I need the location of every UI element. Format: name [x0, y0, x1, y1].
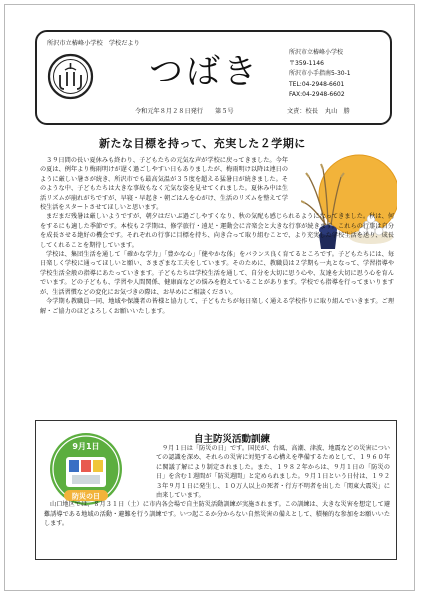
article-paragraph: 今学期も教職員一同、地域や保護者の皆様と協力して、子どもたちが毎日楽しく通える学校作りに取り組んでいきます。ご理解・ご協力のほどよろしくお願いいたします。: [40, 298, 394, 315]
issue-date: 令和元年８月２８日発行: [135, 108, 204, 115]
article-paragraph: ３９日間の長い夏休みも終わり、子どもたちの元気な声が学校に戻ってきました。今年の夏は、例年より梅雨明けが遅く過ごしやすい日もありましたが、梅雨明け以降は連日のように厳しい暑さが続き、所沢市でも最高気温が３５度を超える猛暑日が続きました。そのような中、子どもたちは大きな事故もなく元気な姿を見せてくれました。夏休み中は生活リズムが崩れがちですが、早寝・早起き・朝ごはんを心がけ、生活のリズムを整えて学校生活をスタートさせてほしいと思います。: [40, 157, 288, 212]
contact-block: [289, 48, 351, 101]
article-body: [40, 156, 394, 316]
drill-paragraph: 山口地区では、８月３１日（土）に市内各会場で自主防災活動訓練が実施されます。この訓練は、大きな災害を想定して避難誘導である地域の活動・避難を行う訓練です。いつ起こるか分からない自然災害の備えとして、積極的な参加をお願いいたします。: [44, 501, 390, 528]
contact-school: 所沢市立椿峰小学校: [289, 49, 344, 56]
school-name-line: 所沢市立椿峰小学校 学校だより: [47, 40, 140, 47]
author-label: 文責：校長: [287, 108, 318, 115]
contact-postal: 〒359-1146: [289, 59, 324, 67]
drill-title: 自主防災活動訓練: [194, 434, 271, 445]
badge-label: 防災の日: [72, 492, 100, 501]
author-line: [287, 106, 355, 115]
author-name: 丸山 勝: [324, 108, 350, 115]
drill-body: [44, 444, 390, 529]
newsletter-title: つばき: [149, 52, 260, 92]
contact-fax: FAX:04-2948-6602: [289, 91, 345, 98]
issue-line: [135, 106, 244, 115]
school-emblem-icon: [47, 53, 94, 100]
badge-date: 9月1日: [72, 442, 100, 451]
issue-number: 第５号: [215, 108, 234, 115]
contact-tel: TEL:04-2948-6601: [289, 80, 345, 88]
drill-paragraph: ９月１日は「防災の日」です。国民が、台風、高潮、津波、地震などの災害についての認識を深め、それらの災害に対処する心構えを準備するためとして、１９６０年に閣議了解により制定されました。また、１９８２年からは、９月１日の「防災の日」を含む１週間が「防災週間」と定められました。９月１日という日付は、１９２３年９月１日に発生し、１０万人以上の死者・行方不明者を出した「関東大震災」に由来しています。: [156, 445, 390, 500]
newsletter-header: [35, 30, 392, 125]
contact-address: 所沢市小手指南5-30-1: [289, 70, 351, 77]
article-headline: 新たな目標を持って、充実した２学期に: [99, 137, 306, 150]
disaster-drill-box: [35, 420, 397, 560]
newsletter-page: [4, 4, 415, 591]
article-paragraph: 学校は、集団生活を通して「確かな学力」「豊かな心」「健やかな体」をバランス良く育てるところです。子どもたちには、毎日楽しく学校に通ってほしいと願い、さまざまな工夫をしています。そのために、教職員は２学期も一丸となって、学習指導や学校生活全般の指導にあたっていきます。子どもたちは学校生活を通して、自分を大切に思う心や、友達を大切に思う心を育んでいます。どの子どもも、学習や人間関係、健康面などの悩みを抱えていることがあります。学校でも指導を行ってまいりますが、生活習慣などの変化にお気づきの際は、お早めにご相談ください。: [40, 251, 394, 296]
article-paragraph: まだまだ残暑は厳しいようですが、朝夕はだいぶ過ごしやすくなり、秋の気配も感じられるようになってきました。秋は、何をするにも適した季節です。本校も２学期は、修学旅行・遠足・運動会に音楽会と大きな行事が続きます。これらの行事は自分を成長させる絶好の機会です。それぞれの行事に目標を持ち、向き合って取り組むことで、より充実した学校生活を送り、成長してくれることを期待しています。: [40, 213, 394, 249]
